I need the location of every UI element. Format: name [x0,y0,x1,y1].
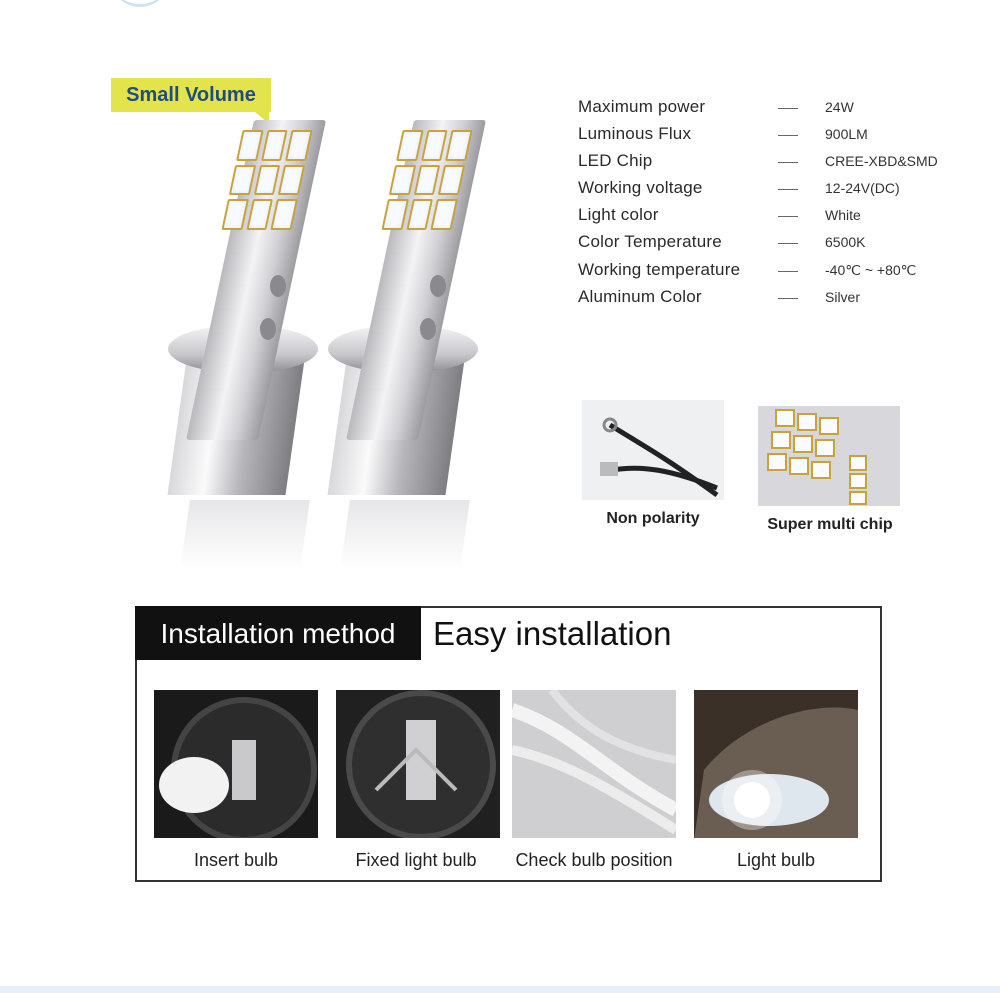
bottom-bar [0,986,1000,993]
spec-label: Working temperature [578,260,741,279]
spec-row [578,260,978,284]
spec-label: LED Chip [578,151,653,170]
spec-value: 900LM [825,126,868,142]
spec-value: White [825,207,861,223]
spec-row [578,232,978,256]
spec-value: Silver [825,289,861,305]
spec-row [578,124,978,148]
step-check-bulb-position-image [512,690,676,838]
super-multi-chip-caption: Super multi chip [767,516,893,533]
installation-heading: Installation method [160,618,396,649]
small-volume-label: Small Volume [126,84,256,106]
spec-separator [778,135,798,136]
spec-row [578,151,978,175]
spec-separator [778,271,798,272]
spec-separator [778,216,798,217]
step-caption: Light bulb [736,850,816,870]
spec-value: 6500K [825,234,866,250]
spec-separator [778,243,798,244]
spec-label: Color Temperature [578,232,722,251]
spec-label: Luminous Flux [578,124,692,143]
step-caption: Fixed light bulb [355,850,477,870]
step-caption: Check bulb position [515,850,673,870]
spec-separator [778,189,798,190]
spec-label: Working voltage [578,178,703,197]
spec-value: CREE-XBD&SMD [825,153,938,169]
spec-value: 24W [825,99,854,115]
spec-label: Light color [578,205,659,224]
spec-separator [778,108,798,109]
spec-separator [778,298,798,299]
step-caption: Insert bulb [193,850,279,870]
non-polarity-caption: Non polarity [606,510,700,527]
step-light-bulb-image [694,690,858,838]
spec-row [578,97,978,121]
super-multi-chip-image [758,406,900,506]
spec-row [578,205,978,229]
spec-label: Aluminum Color [578,287,702,306]
spec-row [578,178,978,202]
led-bulb-image-right [320,100,500,560]
installation-subheading: Easy installation [433,615,672,652]
spec-row [578,287,978,311]
spec-value: 12-24V(DC) [825,180,900,196]
step-insert-bulb-image [154,690,318,838]
top-decoration [110,0,170,7]
step-fixed-light-bulb-image [336,690,500,838]
spec-label: Maximum power [578,97,706,116]
non-polarity-image [582,400,724,500]
spec-separator [778,162,798,163]
spec-value: -40℃ ~ +80℃ [825,262,917,278]
led-bulb-image-left [160,100,340,560]
